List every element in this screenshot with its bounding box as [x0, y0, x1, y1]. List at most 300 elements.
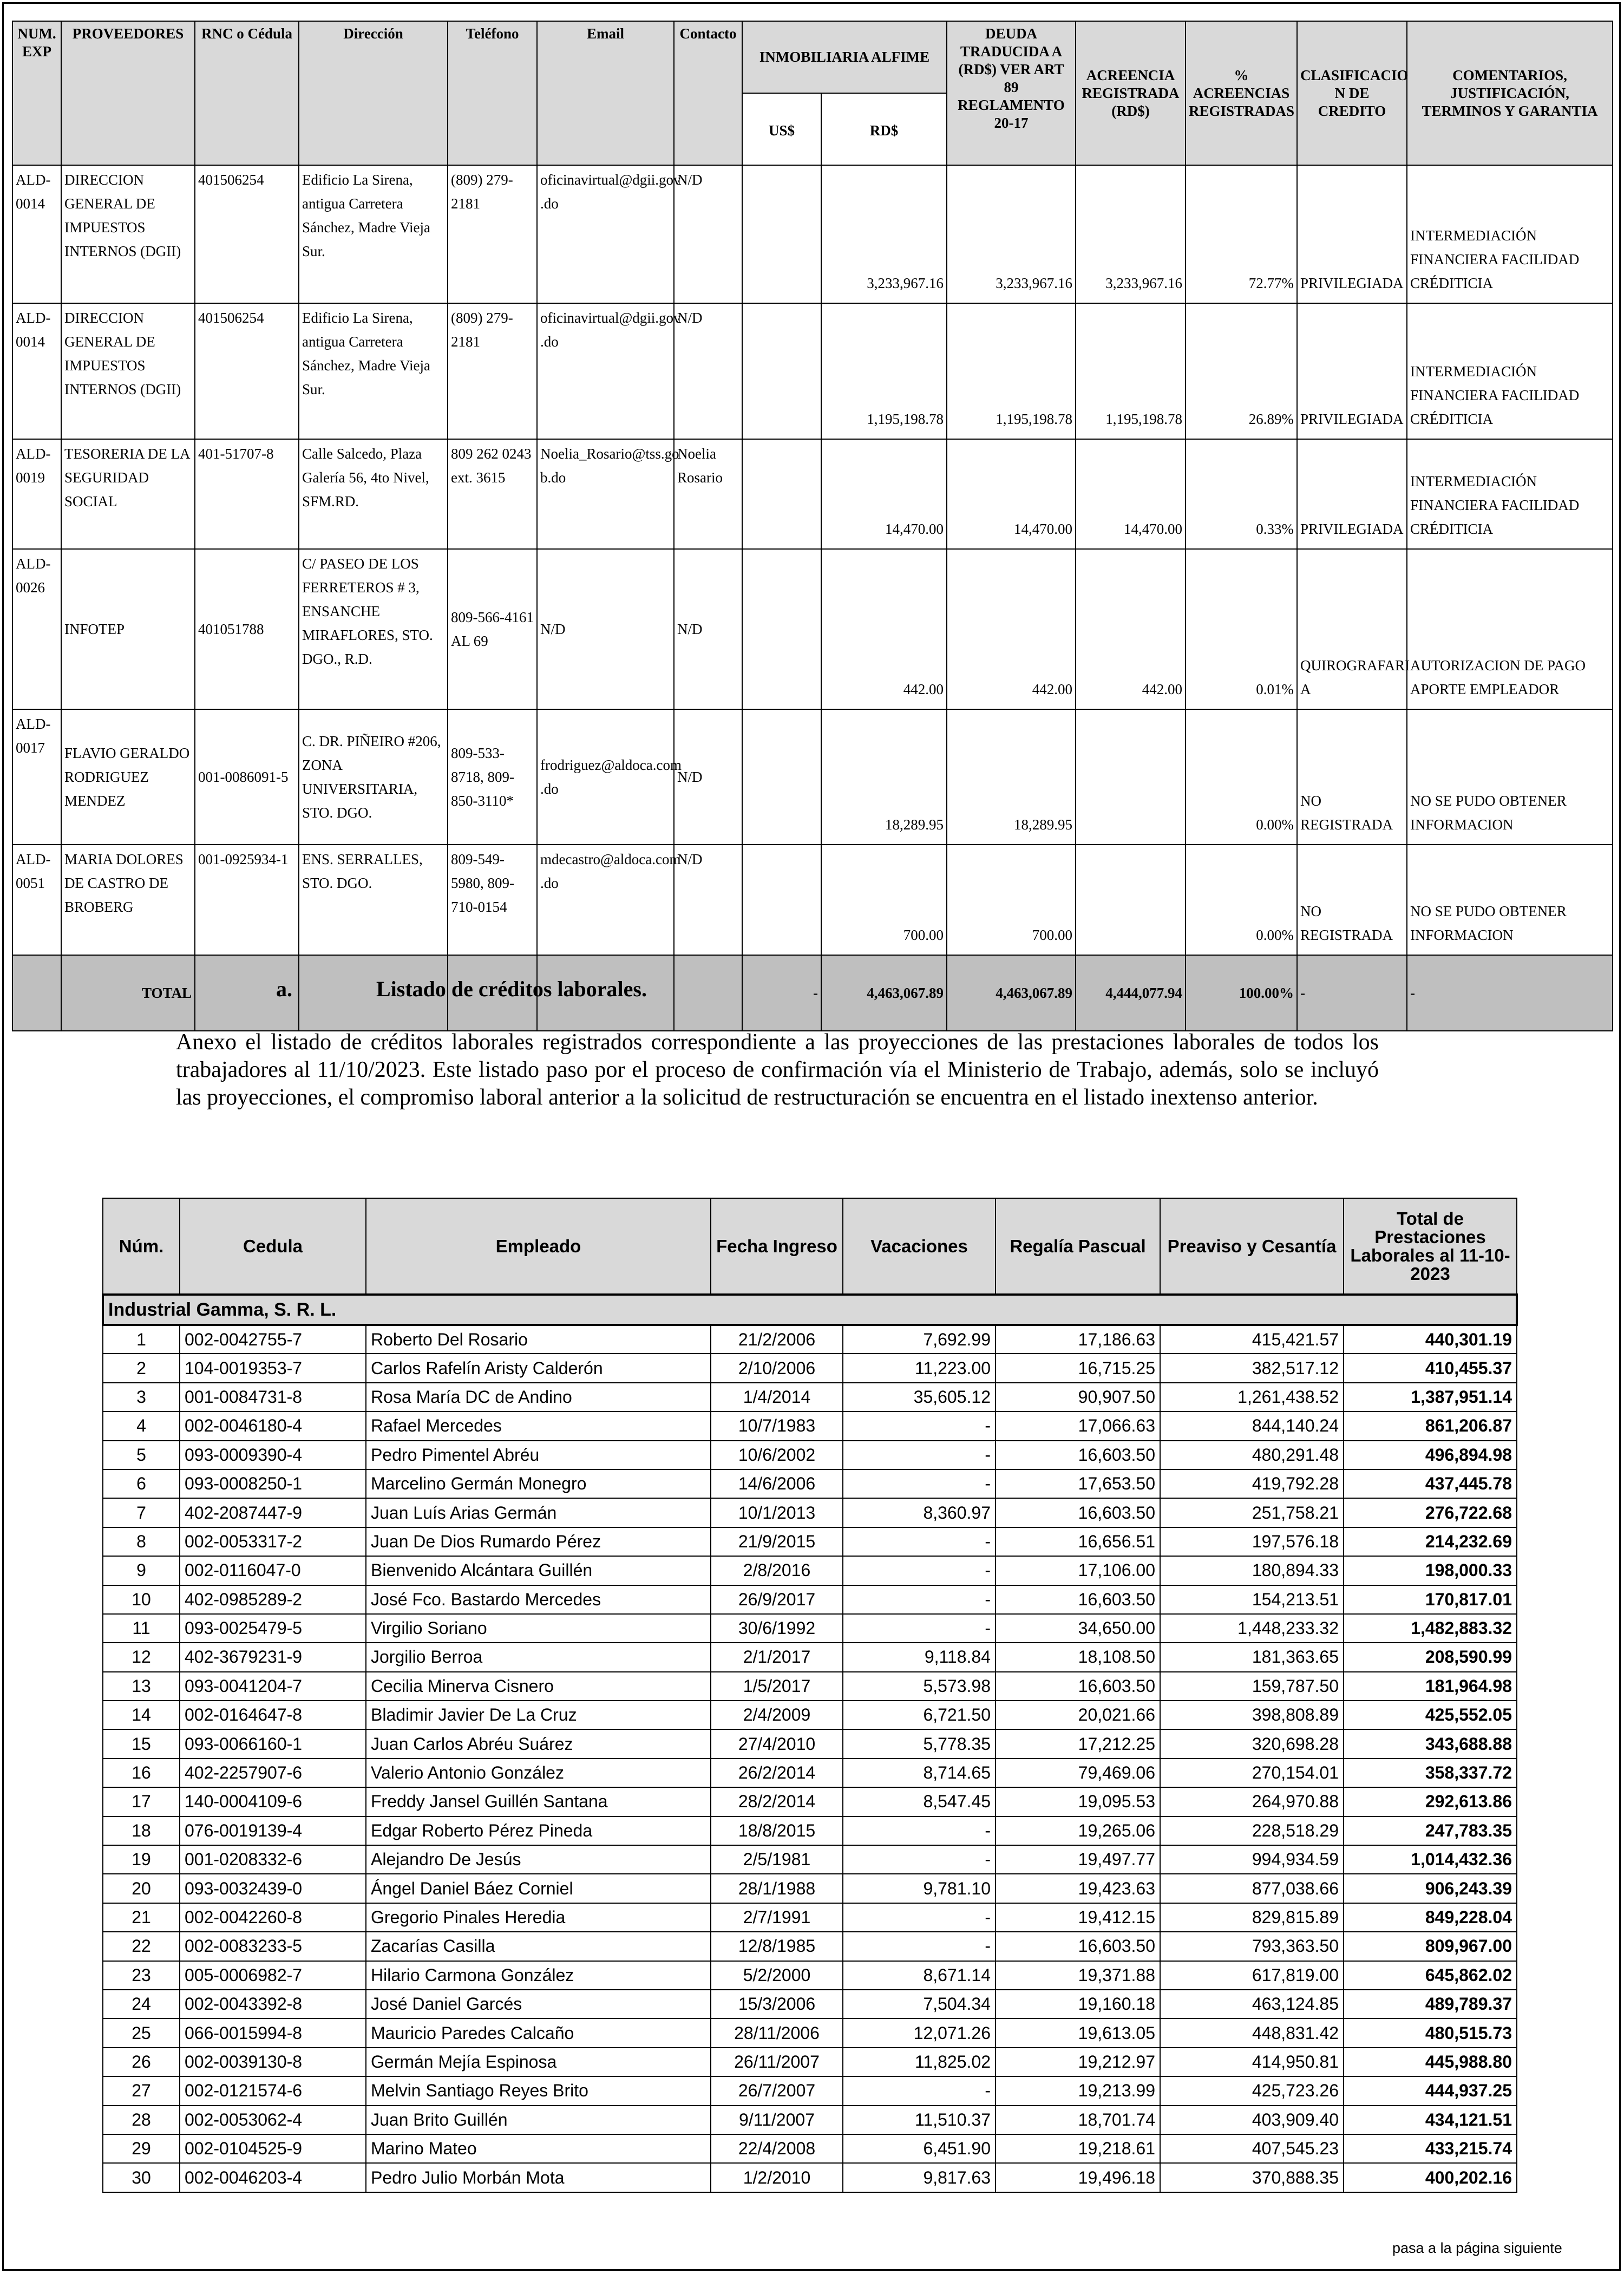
header-num-exp: NUM. EXP [12, 21, 61, 165]
cell-total: 440,301.19 [1344, 1325, 1517, 1354]
cell-empleado: Cecilia Minerva Cisnero [366, 1672, 711, 1701]
cell-comentarios: AUTORIZACION DE PAGO APORTE EMPLEADOR [1407, 549, 1613, 709]
cell-vacaciones: 11,510.37 [843, 2106, 996, 2134]
cell-preaviso: 829,815.89 [1160, 1903, 1344, 1932]
cell-num-exp: ALD-0026 [12, 549, 61, 709]
cell-preaviso: 617,819.00 [1160, 1961, 1344, 1990]
creditor-row [12, 845, 1613, 955]
cell-clasificacion: PRIVILEGIADA [1297, 303, 1407, 439]
cell-pct: 26.89% [1186, 303, 1297, 439]
cell-preaviso: 154,213.51 [1160, 1585, 1344, 1614]
cell-preaviso: 270,154.01 [1160, 1759, 1344, 1787]
cell-deuda: 1,195,198.78 [947, 303, 1076, 439]
cell-fecha: 14/6/2006 [711, 1469, 843, 1498]
cell-clasificacion: NO REGISTRADA [1297, 709, 1407, 845]
cell-fecha: 1/2/2010 [711, 2163, 843, 2192]
cell-cedula: 002-0053062-4 [180, 2106, 366, 2134]
cell-acreencia [1076, 845, 1186, 955]
cell-cedula: 093-0025479-5 [180, 1614, 366, 1643]
cell-cedula: 002-0042260-8 [180, 1903, 366, 1932]
cell-empleado: Bladimir Javier De La Cruz [366, 1701, 711, 1729]
cell-telefono: (809) 279-2181 [448, 165, 537, 303]
table-row [103, 1527, 1517, 1556]
cell-empleado: Virgilio Soriano [366, 1614, 711, 1643]
cell-total: 214,232.69 [1344, 1527, 1517, 1556]
cell-rds: 3,233,967.16 [821, 165, 947, 303]
header-pct: % ACREENCIAS REGISTRADAS [1186, 21, 1297, 165]
cell-clasificacion: QUIROGRAFARI A [1297, 549, 1407, 709]
cell-total: 292,613.86 [1344, 1787, 1517, 1816]
header-email: Email [537, 21, 674, 165]
cell-telefono: (809) 279-2181 [448, 303, 537, 439]
cell-vacaciones: 11,825.02 [843, 2048, 996, 2076]
table-row [103, 1383, 1517, 1412]
cell-empleado: Edgar Roberto Pérez Pineda [366, 1816, 711, 1845]
cell-comentarios: NO SE PUDO OBTENER INFORMACION [1407, 709, 1613, 845]
cell-comentarios: INTERMEDIACIÓN FINANCIERA FACILIDAD CRÉDITICIA [1407, 439, 1613, 549]
cell-rds: 442.00 [821, 549, 947, 709]
cell-regalia: 19,496.18 [996, 2163, 1160, 2192]
total-empty-cell [674, 955, 742, 1031]
cell-total: 247,783.35 [1344, 1816, 1517, 1845]
header-fecha: Fecha Ingreso [711, 1198, 843, 1295]
cell-num-exp: ALD-0019 [12, 439, 61, 549]
cell-num: 19 [103, 1845, 180, 1874]
cell-regalia: 90,907.50 [996, 1383, 1160, 1412]
footer-note: pasa a la página siguiente [1392, 2240, 1562, 2256]
total-clasificacion: - [1297, 955, 1407, 1031]
cell-comentarios: NO SE PUDO OBTENER INFORMACION [1407, 845, 1613, 955]
table-row [103, 1990, 1517, 2018]
cell-acreencia: 14,470.00 [1076, 439, 1186, 549]
creditor-row [12, 439, 1613, 549]
cell-preaviso: 228,518.29 [1160, 1816, 1344, 1845]
cell-preaviso: 181,363.65 [1160, 1643, 1344, 1671]
cell-regalia: 16,603.50 [996, 1585, 1160, 1614]
cell-regalia: 19,265.06 [996, 1816, 1160, 1845]
cell-usd [742, 845, 821, 955]
cell-cedula: 093-0041204-7 [180, 1672, 366, 1701]
cell-cedula: 005-0006982-7 [180, 1961, 366, 1990]
table-row [103, 1701, 1517, 1729]
cell-total: 425,552.05 [1344, 1701, 1517, 1729]
table-row [103, 2048, 1517, 2076]
cell-regalia: 19,218.61 [996, 2134, 1160, 2163]
cell-regalia: 19,412.15 [996, 1903, 1160, 1932]
cell-email: oficinavirtual@dgii.gov .do [537, 303, 674, 439]
cell-cedula: 104-0019353-7 [180, 1354, 366, 1382]
table-row [103, 1961, 1517, 1990]
cell-vacaciones: - [843, 1816, 996, 1845]
cell-num: 21 [103, 1903, 180, 1932]
cell-regalia: 19,213.99 [996, 2076, 1160, 2105]
table-row [103, 1759, 1517, 1787]
cell-vacaciones: 6,451.90 [843, 2134, 996, 2163]
cell-regalia: 34,650.00 [996, 1614, 1160, 1643]
cell-total: 1,014,432.36 [1344, 1845, 1517, 1874]
cell-cedula: 002-0046180-4 [180, 1412, 366, 1440]
cell-vacaciones: 12,071.26 [843, 2018, 996, 2047]
cell-telefono: 809-549-5980, 809-710-0154 [448, 845, 537, 955]
cell-total: 444,937.25 [1344, 2076, 1517, 2105]
cell-num: 23 [103, 1961, 180, 1990]
cell-proveedor: INFOTEP [61, 549, 195, 709]
creditor-row [12, 165, 1613, 303]
total-acreencia: 4,444,077.94 [1076, 955, 1186, 1031]
header-regalia: Regalía Pascual [996, 1198, 1160, 1295]
cell-cedula: 002-0104525-9 [180, 2134, 366, 2163]
section-letter: a. [276, 977, 292, 1001]
cell-comentarios: INTERMEDIACIÓN FINANCIERA FACILIDAD CRÉDITICIA [1407, 303, 1613, 439]
cell-proveedor: DIRECCION GENERAL DE IMPUESTOS INTERNOS (DGII) [61, 303, 195, 439]
cell-num: 15 [103, 1729, 180, 1758]
cell-vacaciones: 5,573.98 [843, 1672, 996, 1701]
cell-num: 3 [103, 1383, 180, 1412]
cell-vacaciones: - [843, 1412, 996, 1440]
cell-preaviso: 159,787.50 [1160, 1672, 1344, 1701]
cell-email: mdecastro@aldoca.com .do [537, 845, 674, 955]
cell-empleado: José Daniel Garcés [366, 1990, 711, 2018]
cell-vacaciones: - [843, 1556, 996, 1585]
cell-contacto: Noelia Rosario [674, 439, 742, 549]
cell-fecha: 27/4/2010 [711, 1729, 843, 1758]
cell-regalia: 17,212.25 [996, 1729, 1160, 1758]
cell-vacaciones: 8,671.14 [843, 1961, 996, 1990]
cell-preaviso: 448,831.42 [1160, 2018, 1344, 2047]
cell-fecha: 9/11/2007 [711, 2106, 843, 2134]
cell-direccion: C/ PASEO DE LOS FERRETEROS # 3, ENSANCHE MIRAFLORES, STO. DGO., R.D. [299, 549, 448, 709]
table-row [103, 2106, 1517, 2134]
cell-num: 26 [103, 2048, 180, 2076]
cell-num: 27 [103, 2076, 180, 2105]
cell-comentarios: INTERMEDIACIÓN FINANCIERA FACILIDAD CRÉDITICIA [1407, 165, 1613, 303]
cell-proveedor: FLAVIO GERALDO RODRIGUEZ MENDEZ [61, 709, 195, 845]
cell-cedula: 093-0032439-0 [180, 1874, 366, 1903]
total-usd: - [742, 955, 821, 1031]
cell-regalia: 19,613.05 [996, 2018, 1160, 2047]
cell-rds: 14,470.00 [821, 439, 947, 549]
cell-empleado: Marino Mateo [366, 2134, 711, 2163]
cell-pct: 0.00% [1186, 845, 1297, 955]
header-direccion: Dirección [299, 21, 448, 165]
cell-num: 1 [103, 1325, 180, 1354]
cell-empleado: Ángel Daniel Báez Corniel [366, 1874, 711, 1903]
cell-fecha: 2/7/1991 [711, 1903, 843, 1932]
cell-cedula: 002-0083233-5 [180, 1932, 366, 1961]
cell-fecha: 2/4/2009 [711, 1701, 843, 1729]
cell-regalia: 19,212.97 [996, 2048, 1160, 2076]
cell-total: 906,243.39 [1344, 1874, 1517, 1903]
cell-vacaciones: 8,714.65 [843, 1759, 996, 1787]
table-row [103, 2076, 1517, 2105]
cell-num-exp: ALD-0051 [12, 845, 61, 955]
cell-num: 30 [103, 2163, 180, 2192]
table-row [103, 1787, 1517, 1816]
cell-regalia: 16,603.50 [996, 1932, 1160, 1961]
cell-num-exp: ALD-0014 [12, 165, 61, 303]
cell-total: 170,817.01 [1344, 1585, 1517, 1614]
cell-cedula: 002-0042755-7 [180, 1325, 366, 1354]
cell-total: 809,967.00 [1344, 1932, 1517, 1961]
header-vacaciones: Vacaciones [843, 1198, 996, 1295]
cell-fecha: 15/3/2006 [711, 1990, 843, 2018]
cell-num: 25 [103, 2018, 180, 2047]
cell-email: oficinavirtual@dgii.gov .do [537, 165, 674, 303]
header-preaviso: Preaviso y Cesantía [1160, 1198, 1344, 1295]
cell-proveedor: TESORERIA DE LA SEGURIDAD SOCIAL [61, 439, 195, 549]
cell-contacto: N/D [674, 165, 742, 303]
cell-regalia: 18,108.50 [996, 1643, 1160, 1671]
cell-contacto: N/D [674, 709, 742, 845]
cell-vacaciones: - [843, 1585, 996, 1614]
cell-preaviso: 1,448,233.32 [1160, 1614, 1344, 1643]
cell-fecha: 26/2/2014 [711, 1759, 843, 1787]
cell-preaviso: 197,576.18 [1160, 1527, 1344, 1556]
cell-fecha: 1/5/2017 [711, 1672, 843, 1701]
cell-fecha: 22/4/2008 [711, 2134, 843, 2163]
cell-clasificacion: PRIVILEGIADA [1297, 439, 1407, 549]
header-inmobiliaria: INMOBILIARIA ALFIME [742, 21, 947, 93]
cell-rnc: 401051788 [195, 549, 299, 709]
cell-vacaciones: - [843, 2076, 996, 2105]
table-row [103, 1874, 1517, 1903]
cell-empleado: Jorgilio Berroa [366, 1643, 711, 1671]
cell-proveedor: MARIA DOLORES DE CASTRO DE BROBERG [61, 845, 195, 955]
cell-preaviso: 180,894.33 [1160, 1556, 1344, 1585]
header-num: Núm. [103, 1198, 180, 1295]
cell-acreencia: 1,195,198.78 [1076, 303, 1186, 439]
cell-total: 489,789.37 [1344, 1990, 1517, 2018]
creditor-row [12, 709, 1613, 845]
cell-direccion: Edificio La Sirena, antigua Carretera Sánchez, Madre Vieja Sur. [299, 165, 448, 303]
cell-total: 1,387,951.14 [1344, 1383, 1517, 1412]
cell-cedula: 001-0084731-8 [180, 1383, 366, 1412]
cell-regalia: 79,469.06 [996, 1759, 1160, 1787]
cell-rds: 18,289.95 [821, 709, 947, 845]
cell-fecha: 10/7/1983 [711, 1412, 843, 1440]
cell-fecha: 18/8/2015 [711, 1816, 843, 1845]
cell-num: 9 [103, 1556, 180, 1585]
cell-regalia: 16,603.50 [996, 1441, 1160, 1469]
cell-regalia: 16,603.50 [996, 1498, 1160, 1527]
cell-empleado: Carlos Rafelín Aristy Calderón [366, 1354, 711, 1382]
cell-preaviso: 1,261,438.52 [1160, 1383, 1344, 1412]
cell-contacto: N/D [674, 549, 742, 709]
cell-empleado: Germán Mejía Espinosa [366, 2048, 711, 2076]
cell-fecha: 2/8/2016 [711, 1556, 843, 1585]
cell-pct: 0.01% [1186, 549, 1297, 709]
cell-empleado: Freddy Jansel Guillén Santana [366, 1787, 711, 1816]
cell-fecha: 10/6/2002 [711, 1441, 843, 1469]
header-proveedores: PROVEEDORES [61, 21, 195, 165]
cell-email: frodriguez@aldoca.com .do [537, 709, 674, 845]
cell-contacto: N/D [674, 303, 742, 439]
cell-vacaciones: - [843, 1845, 996, 1874]
cell-preaviso: 844,140.24 [1160, 1412, 1344, 1440]
cell-num: 10 [103, 1585, 180, 1614]
cell-regalia: 19,423.63 [996, 1874, 1160, 1903]
cell-cedula: 402-0985289-2 [180, 1585, 366, 1614]
cell-empleado: Gregorio Pinales Heredia [366, 1903, 711, 1932]
table-row [103, 1729, 1517, 1758]
table-row [103, 1845, 1517, 1874]
cell-fecha: 10/1/2013 [711, 1498, 843, 1527]
cell-vacaciones: 11,223.00 [843, 1354, 996, 1382]
cell-num: 2 [103, 1354, 180, 1382]
cell-deuda: 3,233,967.16 [947, 165, 1076, 303]
cell-num: 4 [103, 1412, 180, 1440]
cell-preaviso: 414,950.81 [1160, 2048, 1344, 2076]
cell-fecha: 12/8/1985 [711, 1932, 843, 1961]
table-row [103, 1412, 1517, 1440]
cell-fecha: 2/1/2017 [711, 1643, 843, 1671]
cell-vacaciones: - [843, 1932, 996, 1961]
cell-usd [742, 709, 821, 845]
cell-preaviso: 425,723.26 [1160, 2076, 1344, 2105]
creditors-table [12, 21, 1613, 1031]
cell-total: 358,337.72 [1344, 1759, 1517, 1787]
cell-total: 480,515.73 [1344, 2018, 1517, 2047]
cell-vacaciones: 9,781.10 [843, 1874, 996, 1903]
cell-total: 276,722.68 [1344, 1498, 1517, 1527]
total-deuda: 4,463,067.89 [947, 955, 1076, 1031]
cell-vacaciones: 8,547.45 [843, 1787, 996, 1816]
cell-num: 13 [103, 1672, 180, 1701]
cell-proveedor: DIRECCION GENERAL DE IMPUESTOS INTERNOS (DGII) [61, 165, 195, 303]
cell-cedula: 002-0046203-4 [180, 2163, 366, 2192]
cell-acreencia: 3,233,967.16 [1076, 165, 1186, 303]
cell-empleado: Juan Brito Guillén [366, 2106, 711, 2134]
cell-num: 16 [103, 1759, 180, 1787]
cell-email: Noelia_Rosario@tss.go b.do [537, 439, 674, 549]
cell-usd [742, 165, 821, 303]
cell-num-exp: ALD-0017 [12, 709, 61, 845]
cell-num: 28 [103, 2106, 180, 2134]
cell-pct: 0.00% [1186, 709, 1297, 845]
cell-fecha: 28/1/1988 [711, 1874, 843, 1903]
cell-num: 22 [103, 1932, 180, 1961]
cell-vacaciones: 8,360.97 [843, 1498, 996, 1527]
cell-num: 29 [103, 2134, 180, 2163]
cell-fecha: 1/4/2014 [711, 1383, 843, 1412]
cell-num: 24 [103, 1990, 180, 2018]
cell-regalia: 19,160.18 [996, 1990, 1160, 2018]
cell-vacaciones: 7,504.34 [843, 1990, 996, 2018]
cell-num: 12 [103, 1643, 180, 1671]
table-row [103, 1816, 1517, 1845]
table-row [103, 1672, 1517, 1701]
cell-cedula: 093-0008250-1 [180, 1469, 366, 1498]
cell-email: N/D [537, 549, 674, 709]
header-acreencia: ACREENCIA REGISTRADA (RD$) [1076, 21, 1186, 165]
creditor-row [12, 549, 1613, 709]
cell-total: 437,445.78 [1344, 1469, 1517, 1498]
cell-regalia: 17,066.63 [996, 1412, 1160, 1440]
cell-total: 400,202.16 [1344, 2163, 1517, 2192]
table-row [103, 1932, 1517, 1961]
cell-clasificacion: PRIVILEGIADA [1297, 165, 1407, 303]
cell-deuda: 700.00 [947, 845, 1076, 955]
cell-preaviso: 370,888.35 [1160, 2163, 1344, 2192]
cell-total: 343,688.88 [1344, 1729, 1517, 1758]
total-pct: 100.00% [1186, 955, 1297, 1031]
cell-vacaciones: 6,721.50 [843, 1701, 996, 1729]
table-row [103, 1556, 1517, 1585]
group-row [103, 1295, 1517, 1325]
cell-vacaciones: - [843, 1903, 996, 1932]
cell-total: 1,482,883.32 [1344, 1614, 1517, 1643]
cell-acreencia [1076, 709, 1186, 845]
cell-cedula: 002-0043392-8 [180, 1990, 366, 2018]
section-heading [276, 976, 647, 1002]
header-total: Total de Prestaciones Laborales al 11-10-2023 [1344, 1198, 1517, 1295]
cell-num: 18 [103, 1816, 180, 1845]
cell-telefono: 809-533-8718, 809-850-3110* [448, 709, 537, 845]
cell-vacaciones: - [843, 1469, 996, 1498]
cell-cedula: 093-0009390-4 [180, 1441, 366, 1469]
total-row [12, 955, 1613, 1031]
cell-num-exp: ALD-0014 [12, 303, 61, 439]
cell-empleado: Marcelino Germán Monegro [366, 1469, 711, 1498]
cell-cedula: 002-0053317-2 [180, 1527, 366, 1556]
section-paragraph: Anexo el listado de créditos laborales registrados correspondiente a las proyecciones de las prestaciones laborales de todos los trabajadores al 11/10/2023. Este listado paso por el proceso de confirmación vía el Ministerio de Trabajo, además, solo se incluyó las proyecciones, el compromiso laboral anterior a la solicitud de restructuración se encuentra en el listado inextenso anterior. [176, 1030, 1379, 1110]
cell-direccion: Calle Salcedo, Plaza Galería 56, 4to Nivel, SFM.RD. [299, 439, 448, 549]
header-empleado: Empleado [366, 1198, 711, 1295]
cell-vacaciones: - [843, 1527, 996, 1556]
cell-num: 14 [103, 1701, 180, 1729]
cell-num: 8 [103, 1527, 180, 1556]
cell-vacaciones: - [843, 1441, 996, 1469]
cell-empleado: Rosa María DC de Andino [366, 1383, 711, 1412]
cell-regalia: 18,701.74 [996, 2106, 1160, 2134]
table-row [103, 1354, 1517, 1382]
cell-empleado: Bienvenido Alcántara Guillén [366, 1556, 711, 1585]
cell-preaviso: 251,758.21 [1160, 1498, 1344, 1527]
cell-total: 434,121.51 [1344, 2106, 1517, 2134]
cell-regalia: 19,497.77 [996, 1845, 1160, 1874]
cell-direccion: Edificio La Sirena, antigua Carretera Sánchez, Madre Vieja Sur. [299, 303, 448, 439]
cell-preaviso: 403,909.40 [1160, 2106, 1344, 2134]
table-row [103, 2134, 1517, 2163]
cell-rnc: 401-51707-8 [195, 439, 299, 549]
cell-total: 433,215.74 [1344, 2134, 1517, 2163]
cell-fecha: 2/10/2006 [711, 1354, 843, 1382]
cell-total: 445,988.80 [1344, 2048, 1517, 2076]
creditor-row [12, 303, 1613, 439]
cell-telefono: 809-566-4161 AL 69 [448, 549, 537, 709]
cell-fecha: 28/11/2006 [711, 2018, 843, 2047]
cell-cedula: 002-0116047-0 [180, 1556, 366, 1585]
cell-fecha: 26/9/2017 [711, 1585, 843, 1614]
cell-rds: 700.00 [821, 845, 947, 955]
cell-usd [742, 549, 821, 709]
header-clasificacion: CLASIFICACIO N DE CREDITO [1297, 21, 1407, 165]
cell-empleado: Mauricio Paredes Calcaño [366, 2018, 711, 2047]
table-row [103, 1441, 1517, 1469]
cell-usd [742, 303, 821, 439]
cell-regalia: 19,095.53 [996, 1787, 1160, 1816]
cell-num: 17 [103, 1787, 180, 1816]
cell-preaviso: 320,698.28 [1160, 1729, 1344, 1758]
total-empty-cell [12, 955, 61, 1031]
cell-empleado: Juan De Dios Rumardo Pérez [366, 1527, 711, 1556]
header-contacto: Contacto [674, 21, 742, 165]
section-title: Listado de créditos laborales. [376, 977, 647, 1001]
cell-direccion: C. DR. PIÑEIRO #206, ZONA UNIVERSITARIA, STO. DGO. [299, 709, 448, 845]
cell-cedula: 402-3679231-9 [180, 1643, 366, 1671]
cell-num: 7 [103, 1498, 180, 1527]
cell-vacaciones: 9,817.63 [843, 2163, 996, 2192]
